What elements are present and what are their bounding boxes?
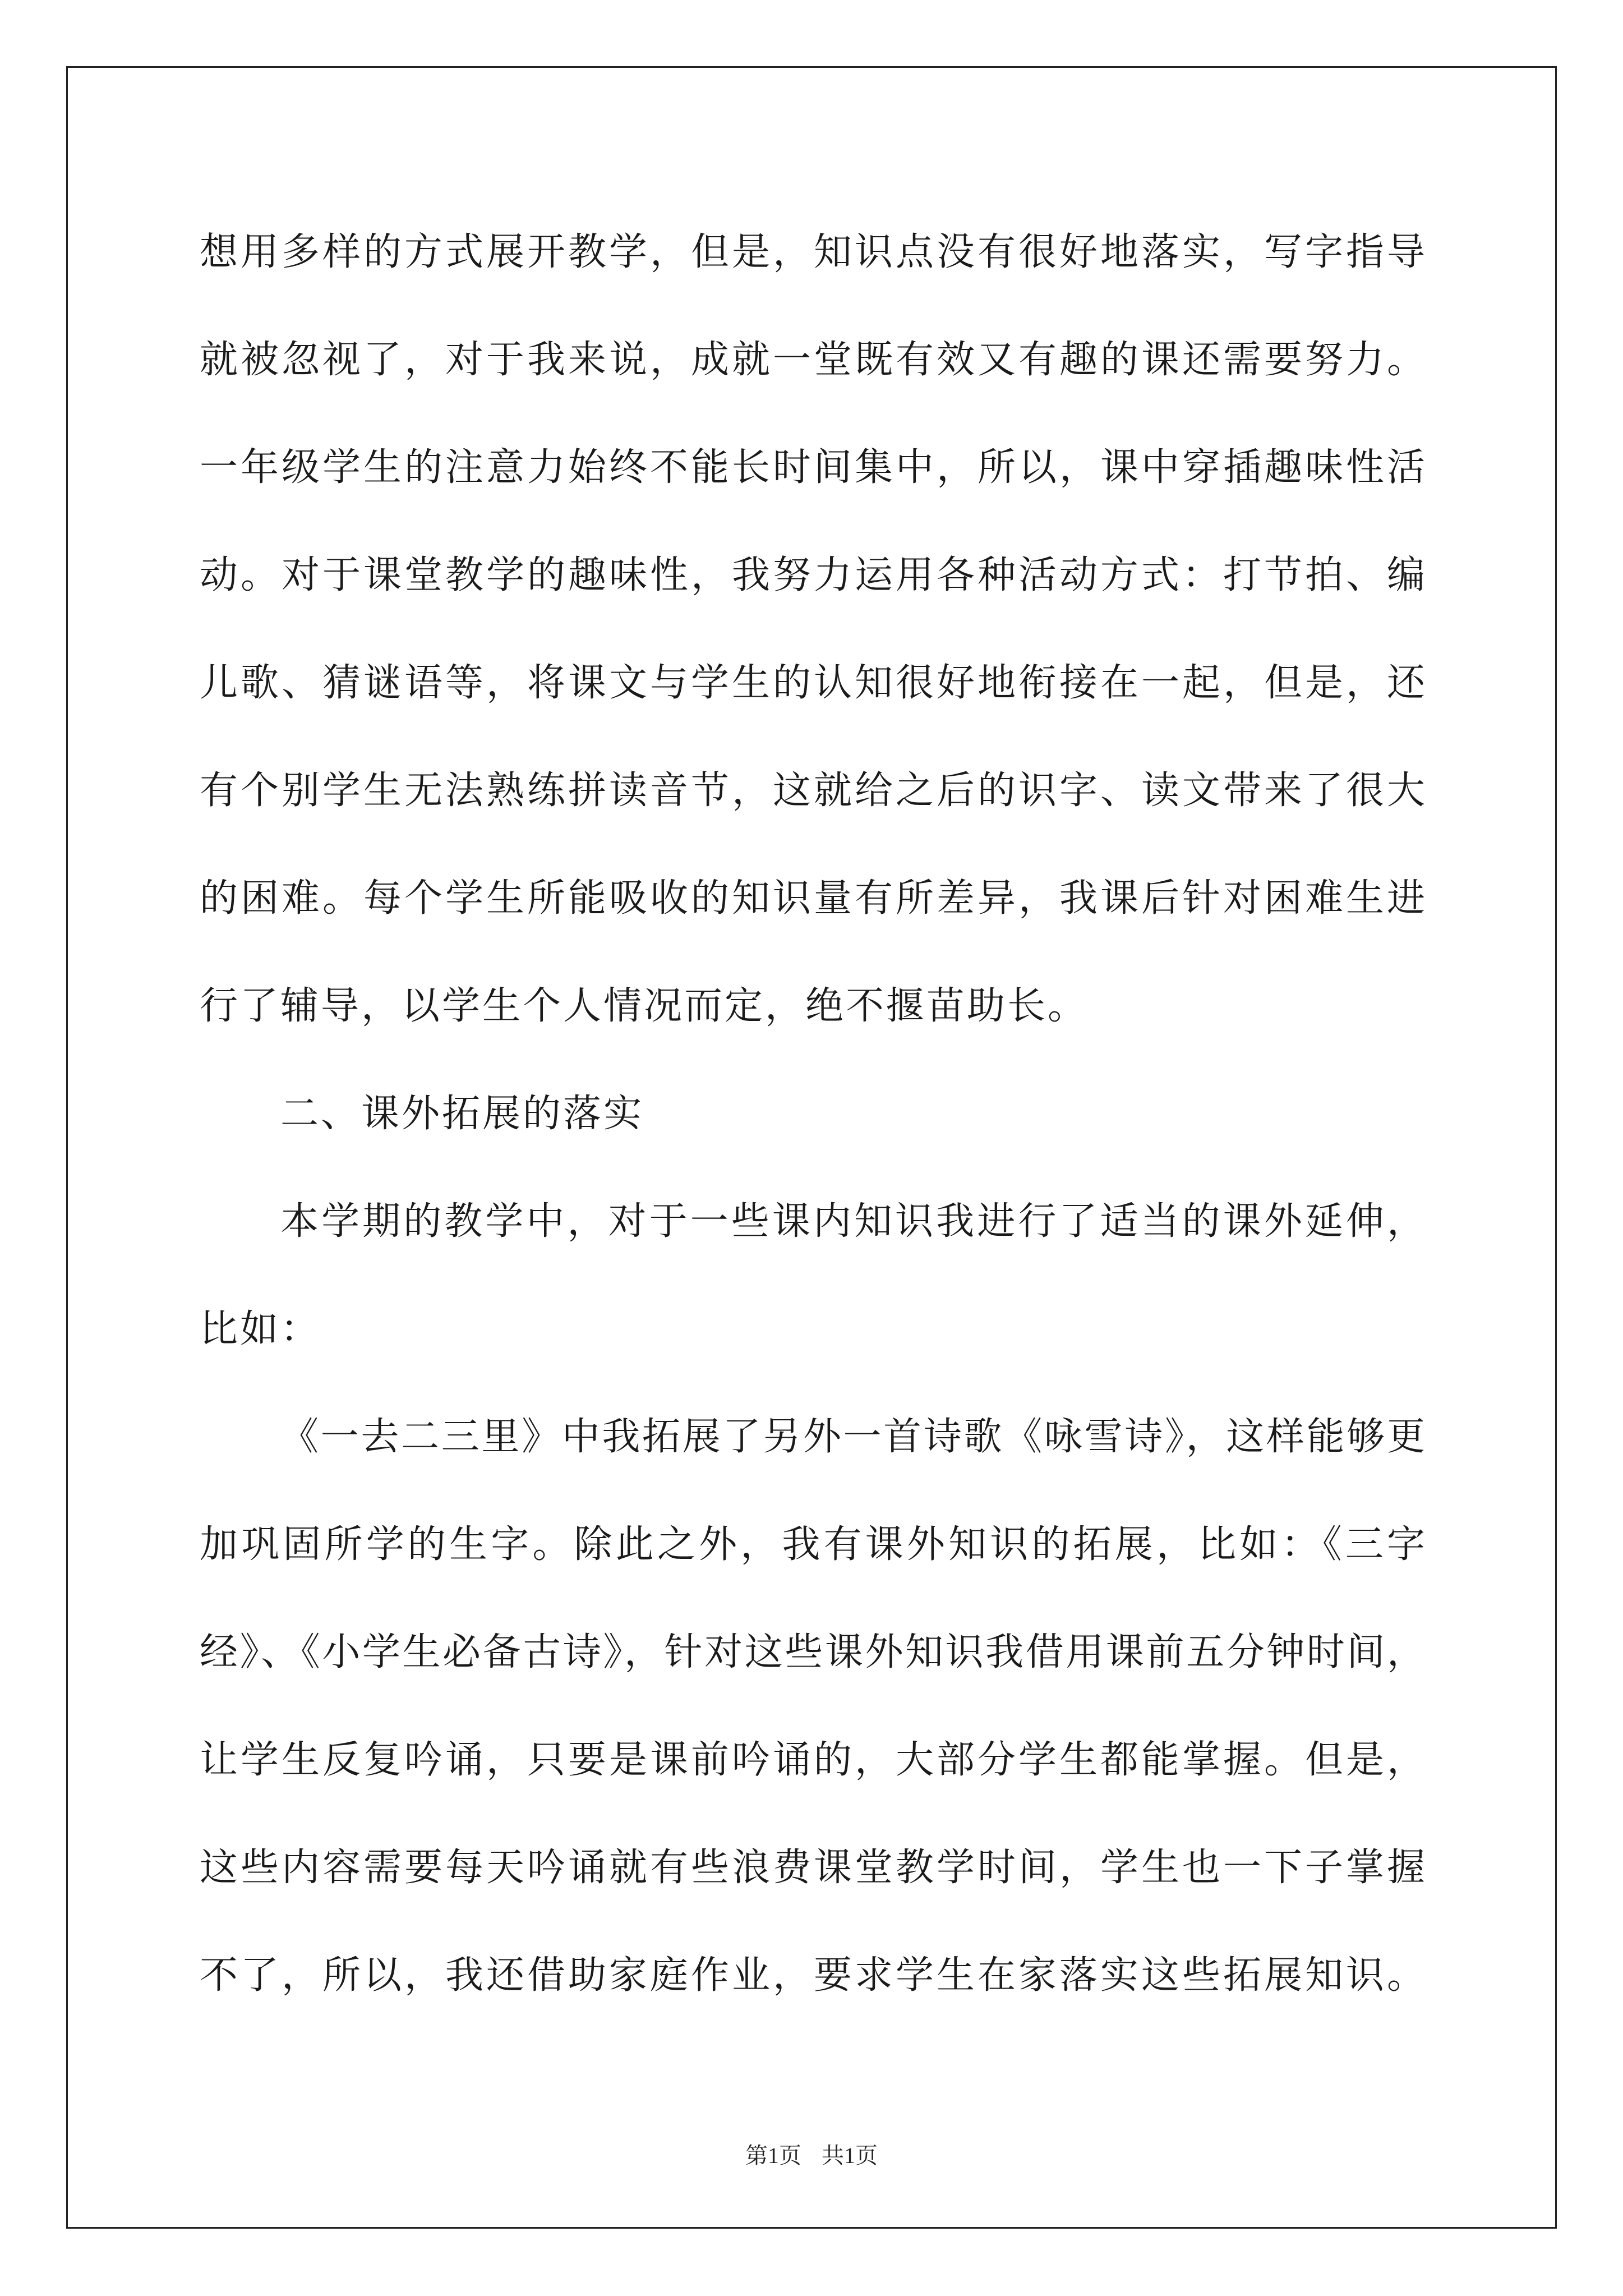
page-border: [66, 66, 1557, 2229]
page-footer: [0, 2142, 1623, 2170]
body-line: 这些内容需要每天吟诵就有些浪费课堂教学时间，学生也一下子掌握: [200, 1846, 1425, 1890]
body-line: 有个别学生无法熟练拼读音节，这就给之后的识字、读文带来了很大: [200, 769, 1425, 813]
body-line: 让学生反复吟诵，只要是课前吟诵的，大部分学生都能掌握。但是，: [200, 1738, 1425, 1782]
body-line: 加巩固所学的生字。除此之外，我有课外知识的拓展，比如：《三字: [200, 1522, 1425, 1567]
body-line: 就被忽视了，对于我来说，成就一堂既有效又有趣的课还需要努力。: [200, 338, 1425, 382]
body-line: 本学期的教学中，对于一些课内知识我进行了适当的课外延伸，: [280, 1199, 1425, 1244]
body-line: 想用多样的方式展开教学，但是，知识点没有很好地落实，写字指导: [200, 230, 1425, 274]
body-line: 比如：: [200, 1307, 321, 1351]
body-line: 动。对于课堂教学的趣味性，我努力运用各种活动方式：打节拍、编: [200, 553, 1425, 597]
body-line: 经》、《小学生必备古诗》，针对这些课外知识我借用课前五分钟时间，: [200, 1630, 1425, 1674]
body-line: 一年级学生的注意力始终不能长时间集中，所以，课中穿插趣味性活: [200, 445, 1425, 490]
section-heading: 二、课外拓展的落实: [280, 1092, 644, 1136]
body-line: 儿歌、猜谜语等，将课文与学生的认知很好地衔接在一起，但是，还: [200, 661, 1425, 705]
body-line: 行了辅导，以学生个人情况而定，绝不揠苗助长。: [200, 984, 1089, 1028]
body-line: 《一去二三里》中我拓展了另外一首诗歌《咏雪诗》，这样能够更: [280, 1415, 1425, 1459]
body-line: 不了，所以，我还借助家庭作业，要求学生在家落实这些拓展知识。: [200, 1953, 1425, 1998]
body-line: 的困难。每个学生所能吸收的知识量有所差异，我课后针对困难生进: [200, 876, 1425, 921]
page-number-total: 共1页: [822, 2143, 878, 2168]
page-number-current: 第1页: [745, 2143, 801, 2168]
